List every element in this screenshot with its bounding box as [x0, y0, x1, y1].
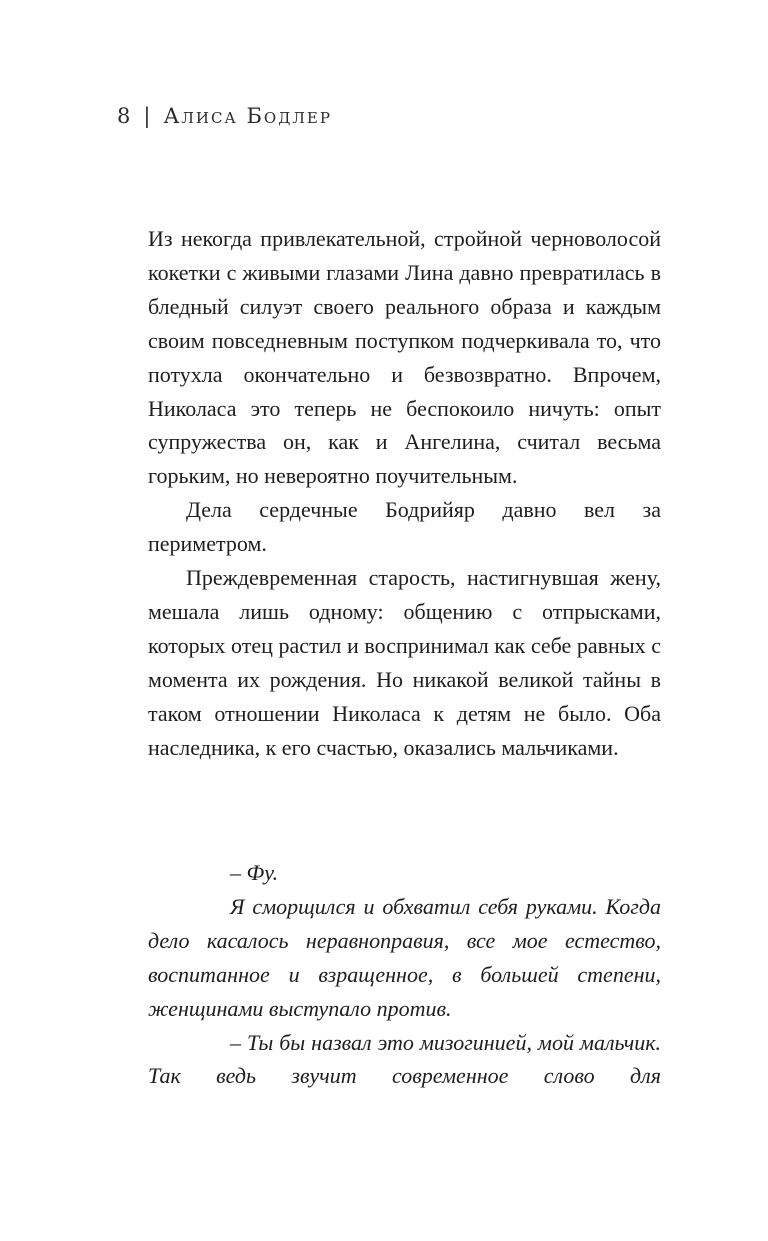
header-separator: | — [143, 104, 152, 128]
running-header — [117, 104, 332, 128]
page-number: 8 — [117, 104, 132, 128]
dialogue-paragraph-3: – Ты бы назвал это мизогинией, мой мальчик. Так ведь звучит современное слово для — [148, 1029, 661, 1089]
narrative-text — [148, 222, 661, 765]
paragraph-1: Из некогда привлекательной, стройной черноволосой кокетки с живыми глазами Лина давно превратилась в бледный силуэт своего реального образа и каждым своим повседневным поступком подчеркивала то, что потухла окончательно и безвозвратно. Впрочем, Николаса это теперь не беспокоило ничуть: опыт супружества он, как и Ангелина, считал весьма горьким, но невероятно поучительным. — [148, 226, 661, 489]
italic-dialogue — [148, 856, 661, 1093]
author-name: Алиса Бодлер — [163, 104, 332, 128]
dialogue-line-1: – Фу. — [230, 860, 279, 885]
paragraph-2: Дела сердечные Бодрийяр давно вел за периметром. — [148, 497, 661, 557]
paragraph-3: Преждевременная старость, настигнувшая жену, мешала лишь одному: общению с отпрысками, которых отец растил и воспринимал как себе равных с момента их рождения. Но никакой великой тайны в таком отношении Николаса к детям не было. Оба наследника, к его счастью, оказались мальчиками. — [148, 565, 661, 760]
dialogue-paragraph-2: Я сморщился и обхватил себя руками. Когда дело касалось неравноправия, все мое естество, воспитанное и взращенное, в большей степени, женщинами выступало против. — [148, 893, 661, 1021]
